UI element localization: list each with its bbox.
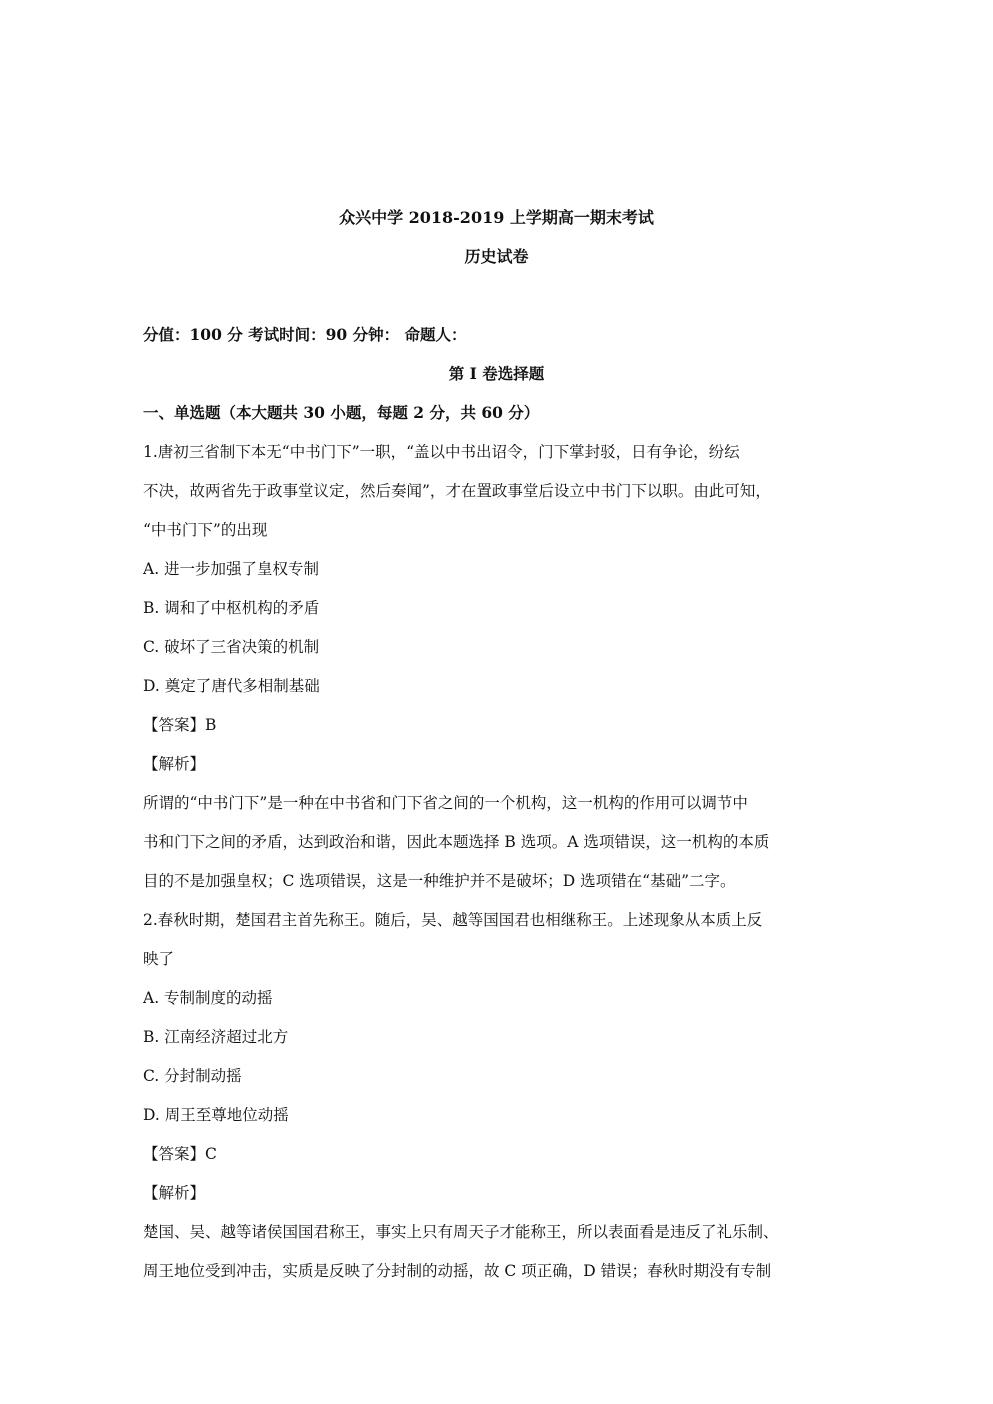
school-exam-title: 众兴中学 2018-2019 上学期高一期末考试 — [339, 208, 654, 227]
option-d: D. 周王至尊地位动摇 — [143, 1106, 289, 1124]
volume-title: 第 I 卷选择题 — [448, 364, 545, 383]
question-stem-line: 1.唐初三省制下本无“中书门下”一职，“盖以中书出诏令，门下掌封驳，日有争论，纷纭 — [143, 443, 740, 461]
analysis-label: 【解析】 — [143, 1184, 206, 1202]
option-a: A. 专制制度的动摇 — [143, 989, 273, 1007]
question-stem-line: 2.春秋时期，楚国君主首先称王。随后，吴、越等国国君也相继称王。上述现象从本质上反 — [143, 911, 763, 929]
question-stem-line: 不决，故两省先于政事堂议定，然后奏闻”，才在置政事堂后设立中书门下以职。由此可知， — [143, 482, 771, 500]
exam-info: 分值：100 分 考试时间：90 分钟： 命题人： — [143, 325, 467, 344]
option-a: A. 进一步加强了皇权专制 — [143, 560, 320, 578]
analysis-line: 楚国、吴、越等诸侯国国君称王，事实上只有周天子才能称王，所以表面看是违反了礼乐制、 — [143, 1223, 779, 1241]
option-b: B. 江南经济超过北方 — [143, 1028, 289, 1046]
subject-title: 历史试卷 — [464, 247, 529, 266]
section-title: 一、单选题（本大题共 30 小题，每题 2 分，共 60 分） — [143, 403, 540, 422]
option-b: B. 调和了中枢机构的矛盾 — [143, 599, 320, 617]
option-c: C. 破坏了三省决策的机制 — [143, 638, 320, 656]
answer-line: 【答案】B — [143, 716, 217, 734]
analysis-line: 周王地位受到冲击，实质是反映了分封制的动摇，故 C 项正确，D 错误；春秋时期没有专制 — [143, 1262, 772, 1280]
question-stem-line: “中书门下”的出现 — [143, 521, 268, 539]
analysis-line: 书和门下之间的矛盾，达到政治和谐，因此本题选择 B 选项。A 选项错误，这一机构的本质 — [143, 833, 770, 851]
option-c: C. 分封制动摇 — [143, 1067, 242, 1085]
answer-line: 【答案】C — [143, 1145, 217, 1163]
analysis-line: 所谓的“中书门下”是一种在中书省和门下省之间的一个机构，这一机构的作用可以调节中 — [143, 794, 748, 812]
option-d: D. 奠定了唐代多相制基础 — [143, 677, 320, 695]
question-stem-line: 映了 — [143, 950, 175, 968]
analysis-label: 【解析】 — [143, 755, 206, 773]
analysis-line: 目的不是加强皇权；C 选项错误，这是一种维护并不是破坏；D 选项错在“基础”二字。 — [143, 872, 736, 890]
